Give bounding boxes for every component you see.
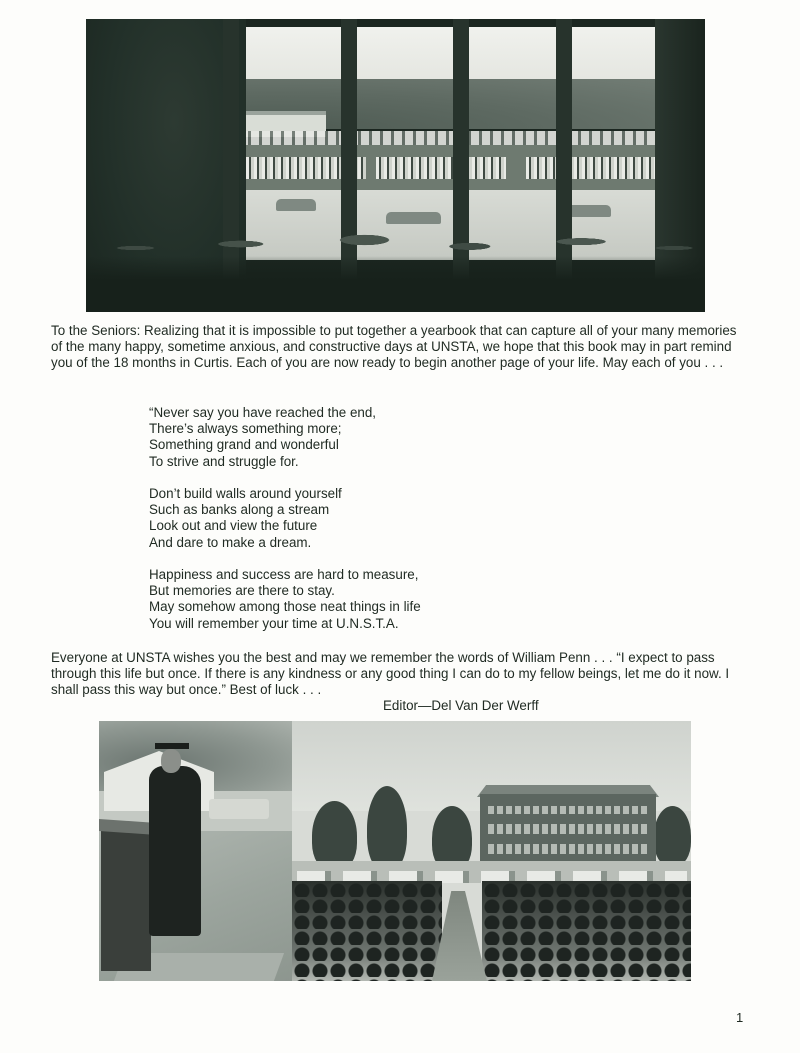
poem-stanza [149,405,376,470]
photo-crowd [376,157,506,179]
photo-van [209,799,269,819]
photo-potted-plants [86,232,705,312]
poem-stanza [149,567,421,632]
photo-car [276,199,316,211]
poem-line: To strive and struggle for. [149,453,299,469]
photo-mortarboard [155,743,189,749]
photo-commencement-crowd [292,721,691,981]
poem-line: But memories are there to stay. [149,583,335,599]
photo-car [386,212,441,224]
poem-line: There’s always something more; [149,421,342,437]
page-number: 1 [736,1010,744,1025]
poem-line: And dare to make a dream. [149,534,312,550]
photo-podium [101,826,151,971]
poem-line: Don’t build walls around yourself [149,486,342,501]
photo-school-windows [488,806,648,854]
intro-paragraph: To the Seniors: Realizing that it is impossible to put together a yearbook that can capture all of your many memories of the many happy, sometime anxious, and constructive days at UNSTA, we hope that this book may in part remind you of the 18 months in Curtis. Each of you are now ready to begin another page of your life. May each of you . . . [51,323,737,370]
poem-line: You will remember your time at U.N.S.T.A. [149,615,399,631]
poem-line: May somehow among those neat things in life [149,599,421,615]
photo-tree [654,806,691,866]
photo-speaker-robe [149,766,201,936]
photo-crowd-right [482,881,691,981]
poem-line: Something grand and wonderful [149,437,339,453]
photo-crowd [526,157,656,179]
poem-line: Look out and view the future [149,518,318,534]
poem-line: “Never say you have reached the end, [149,405,377,420]
closing-paragraph: Everyone at UNSTA wishes you the best and may we remember the words of William Penn . . . “I expect to pass through this life but once. If there is any kindness or any good thing I can do to my fellow beings, let me do it now. I shall pass this way but once.” Best of luck . . . [51,650,730,697]
photo-crowd-left [292,881,442,981]
photo-speaker-head [161,749,181,773]
photo-car [566,205,611,217]
poem-stanza [149,486,342,551]
poem-line: Happiness and success are hard to measure, [149,567,419,582]
photo-window-view [86,19,705,312]
photo-speaker [99,721,292,981]
poem-line: Such as banks along a stream [149,502,330,518]
editor-signature: Editor—Del Van Der Werff [383,698,539,713]
photo-tree [367,786,407,871]
